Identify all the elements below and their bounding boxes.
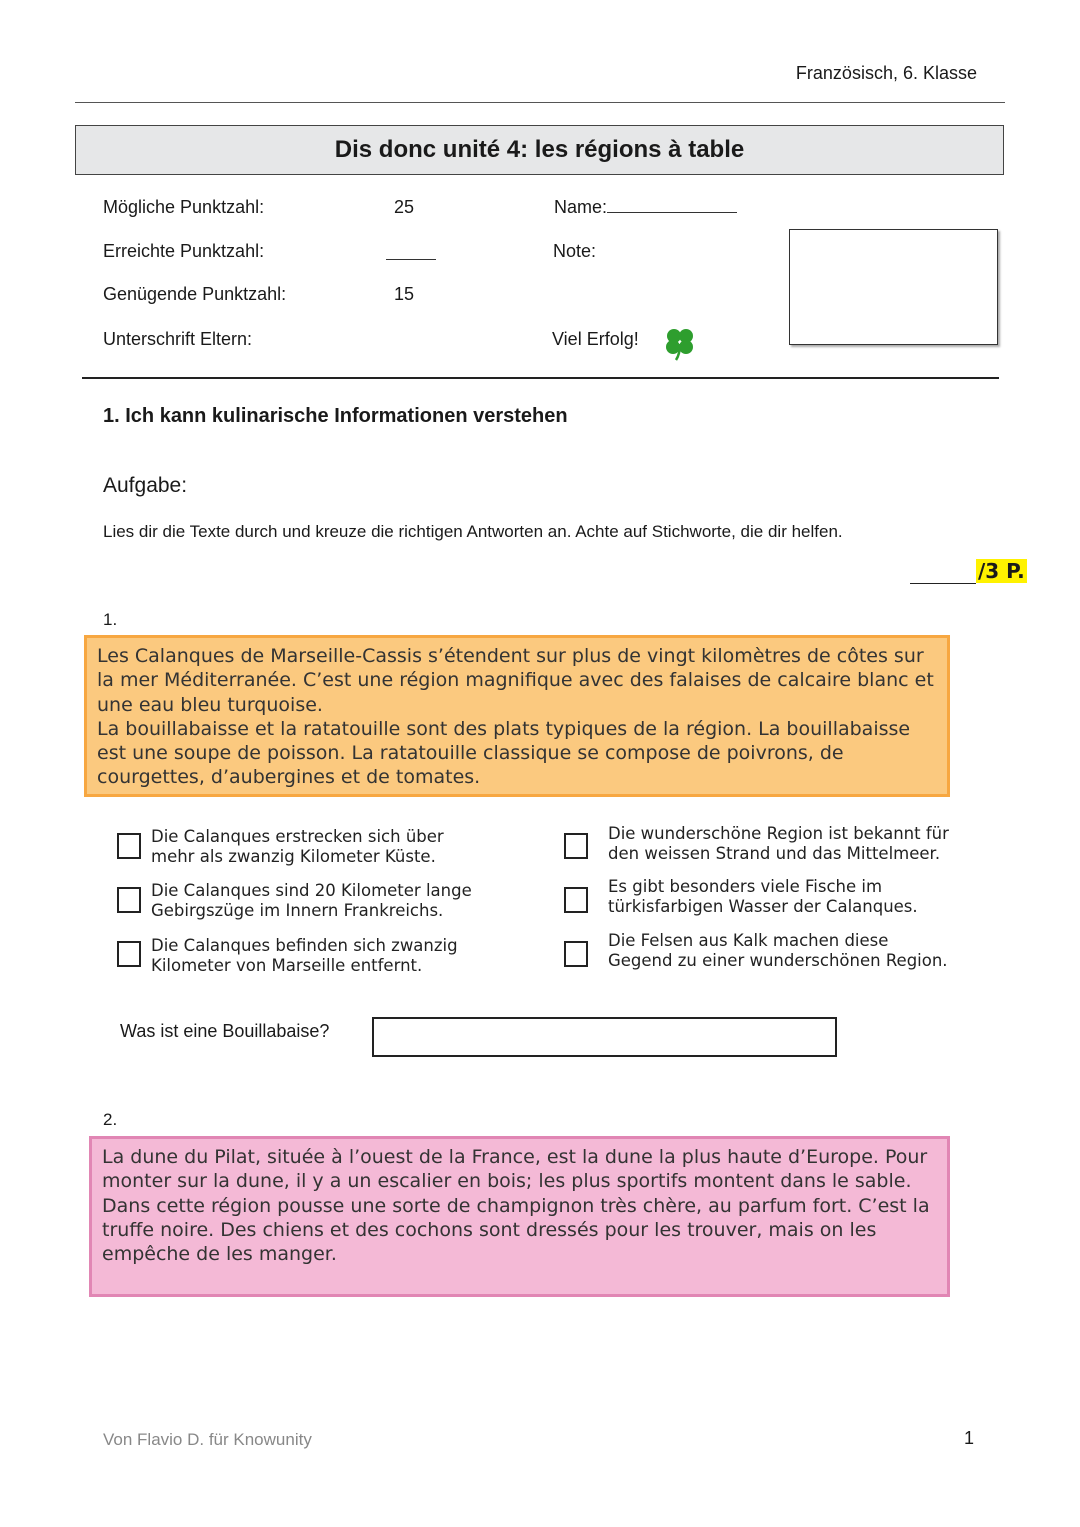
grade-label: Note: (553, 241, 597, 261)
achieved-points-label: Erreichte Punktzahl: (103, 241, 265, 261)
answer-input-box[interactable] (372, 1017, 837, 1057)
good-luck-text: Viel Erfolg! (552, 329, 639, 349)
header-divider (75, 102, 1005, 103)
four-leaf-clover-icon (662, 326, 698, 362)
checkbox-option-right-3[interactable] (564, 941, 588, 967)
achieved-points-blank[interactable] (386, 259, 436, 260)
section-divider (82, 377, 999, 379)
possible-points-label: Mögliche Punktzahl: (103, 197, 265, 217)
name-blank[interactable] (607, 212, 737, 213)
points-indicator (910, 558, 1027, 584)
text2-number: 2. (103, 1110, 118, 1129)
worksheet-title-box (75, 125, 1004, 175)
page-number: 1 (964, 1428, 975, 1448)
text1-content: Les Calanques de Marseille-Cassis s’étendent sur plus de vingt kilomètres de côtes sur la mer Méditerranée. C’est une région magnifique avec des falaises de calcaire blanc et une eau bleu turquoise. La bouillabaisse et la ratatouille sont des plats typiques de la région. La bouillabaisse est une soupe de poisson. La ratatouille classique se compose de poivrons, de courgettes, d’aubergines et de tomates. (97, 645, 934, 789)
possible-points-value: 25 (394, 197, 415, 217)
footer-credit: Von Flavio D. für Knowunity (103, 1430, 312, 1449)
text1-number: 1. (103, 610, 118, 629)
question-label: Was ist eine Bouillabaise? (120, 1021, 330, 1041)
checkbox-option-left-2[interactable] (117, 887, 141, 913)
checkbox-option-right-1[interactable] (564, 833, 588, 859)
text2-box (89, 1136, 950, 1297)
grade-box[interactable] (789, 229, 998, 345)
name-label: Name: (554, 197, 608, 217)
option-right-2: Es gibt besonders viele Fische im türkisfarbigen Wasser der Calanques. (608, 877, 918, 916)
option-left-3: Die Calanques befinden sich zwanzig Kilometer von Marseille entfernt. (151, 936, 458, 975)
points-label: /3 P. (978, 559, 1025, 583)
name-field[interactable] (554, 197, 737, 218)
checkbox-option-left-1[interactable] (117, 833, 141, 859)
points-blank[interactable] (910, 561, 976, 584)
option-right-1: Die wunderschöne Region ist bekannt für den weissen Strand und das Mittelmeer. (608, 824, 949, 863)
sufficient-points-value: 15 (394, 284, 415, 304)
option-left-2: Die Calanques sind 20 Kilometer lange Gebirgszüge im Innern Frankreichs. (151, 881, 472, 920)
checkbox-option-left-3[interactable] (117, 941, 141, 967)
option-left-1: Die Calanques erstrecken sich über mehr als zwanzig Kilometer Küste. (151, 827, 444, 866)
class-label: Französisch, 6. Klasse (795, 63, 977, 83)
text1-box (84, 635, 950, 797)
checkbox-option-right-2[interactable] (564, 887, 588, 913)
sufficient-points-label: Genügende Punktzahl: (103, 284, 287, 304)
worksheet-title: Dis donc unité 4: les régions à table (334, 136, 745, 163)
task-heading: Aufgabe: (103, 474, 188, 497)
section-title: 1. Ich kann kulinarische Informationen verstehen (103, 405, 568, 427)
parent-signature-label: Unterschrift Eltern: (103, 329, 253, 349)
task-instruction: Lies dir die Texte durch und kreuze die richtigen Antworten an. Achte auf Stichworte, die dir helfen. (103, 522, 843, 541)
option-right-3: Die Felsen aus Kalk machen diese Gegend zu einer wunderschönen Region. (608, 931, 948, 970)
text2-content: La dune du Pilat, située à l’ouest de la France, est la dune la plus haute d’Europe. Pour monter sur la dune, il y a un escalier en bois; les plus sportifs montent dans le sable. Dans cette région pousse une sorte de champignon très chère, au parfum fort. C’est la truffe noire. Des chiens et des cochons sont dressés pour les trouver, mais on les empêche de les manger. (102, 1146, 930, 1266)
